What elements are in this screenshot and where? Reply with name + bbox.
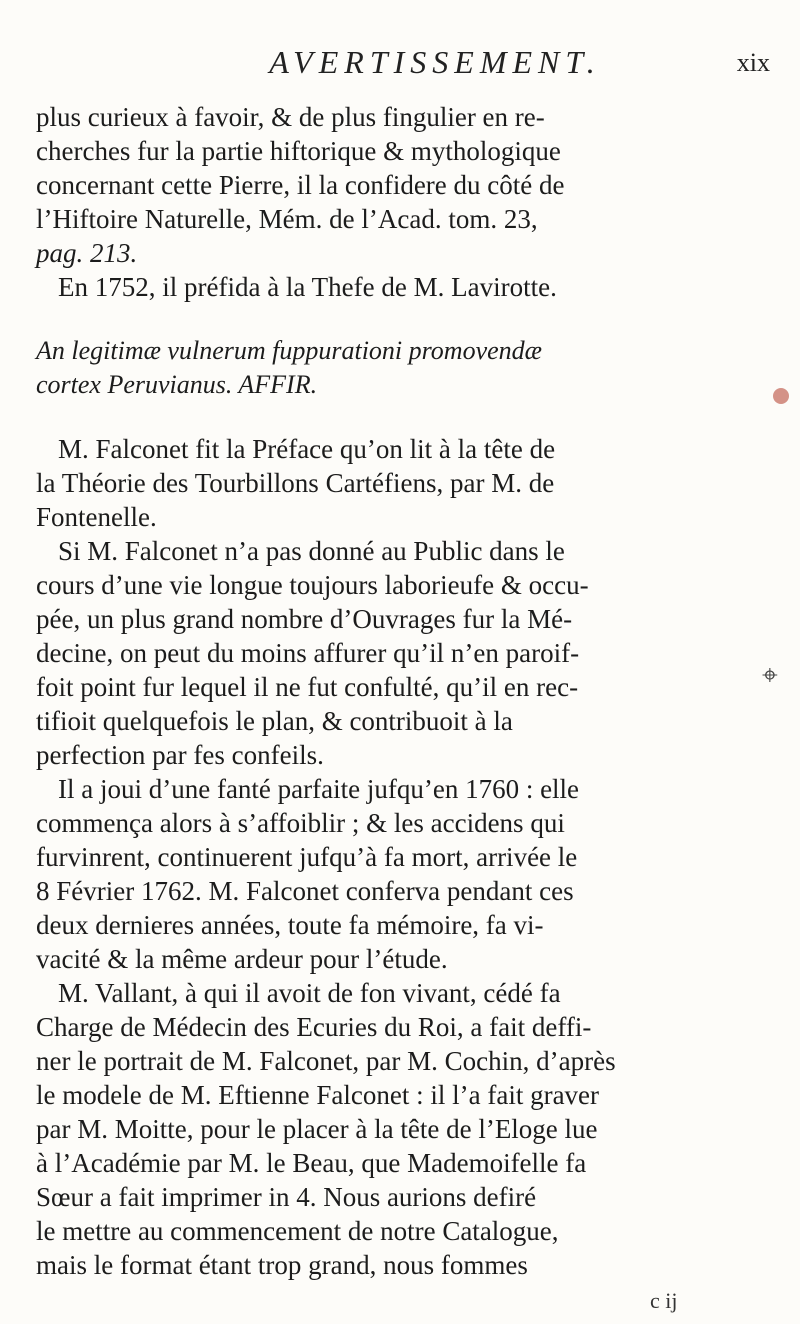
text-line: Fontenelle. [36, 502, 157, 532]
body-text [36, 100, 766, 1282]
signature-mark: c ij [650, 1288, 678, 1313]
text-line: Charge de Médecin des Ecuries du Roi, a fait deffi- [36, 1012, 592, 1042]
text-line: furvinrent, continuerent jufqu’à fa mort, arrivée le [36, 842, 578, 872]
text-line: foit point fur lequel il ne fut confulté, qu’il en rec- [36, 672, 579, 702]
text-line: Sœur a fait imprimer in 4. Nous aurions defiré [36, 1182, 537, 1212]
text-line: pag. 213. [36, 238, 138, 268]
text-line: M. Vallant, à qui il avoit de fon vivant, cédé fa [58, 978, 561, 1008]
page-number: xix [736, 48, 770, 77]
thesis-title: An legitimæ vulnerum fuppurationi promovendæ [36, 336, 542, 365]
text-line: plus curieux à favoir, & de plus fingulier en re- [36, 102, 545, 132]
running-title: AVERTISSEMENT. [269, 44, 601, 80]
text-line: cherches fur la partie hiftorique & mythologique [36, 136, 561, 166]
text-line: à l’Académie par M. le Beau, que Mademoifelle fa [36, 1148, 587, 1178]
text-line: cours d’une vie longue toujours laborieufe & occu- [36, 570, 589, 600]
text-line: concernant cette Pierre, il la confidere du côté de [36, 170, 565, 200]
thesis-title: cortex Peruvianus. AFFIR. [36, 370, 318, 399]
text-line: Il a joui d’une fanté parfaite jufqu’en 1760 : elle [58, 774, 580, 804]
text-line: vacité & la même ardeur pour l’étude. [36, 944, 448, 974]
text-line: decine, on peut du moins affurer qu’il n’en paroif- [36, 638, 580, 668]
text-line: le modele de M. Eftienne Falconet : il l’a fait graver [36, 1080, 600, 1110]
text-line: pée, un plus grand nombre d’Ouvrages fur la Mé- [36, 604, 573, 634]
text-line: ner le portrait de M. Falconet, par M. Cochin, d’après [36, 1046, 616, 1076]
text-line: perfection par fes confeils. [36, 740, 324, 770]
running-head [90, 44, 780, 84]
text-line: commença alors à s’affoiblir ; & les accidens qui [36, 808, 565, 838]
text-line: mais le format étant trop grand, nous fommes [36, 1250, 528, 1280]
text-line: M. Falconet fit la Préface qu’on lit à la tête de [58, 434, 556, 464]
text-line: deux dernieres années, toute fa mémoire, fa vi- [36, 910, 544, 940]
text-line: En 1752, il préfida à la Thefe de M. Lavirotte. [58, 272, 557, 302]
text-line: par M. Moitte, pour le placer à la tête de l’Eloge lue [36, 1114, 598, 1144]
text-line: le mettre au commencement de notre Catalogue, [36, 1216, 559, 1246]
text-line: l’Hiftoire Naturelle, Mém. de l’Acad. tom. 23, [36, 204, 538, 234]
margin-mark-icon: ⌖ [762, 660, 778, 691]
text-line: tifioit quelquefois le plan, & contribuoit à la [36, 706, 513, 736]
text-line: 8 Février 1762. M. Falconet conferva pendant ces [36, 876, 574, 906]
ink-smudge [773, 388, 789, 404]
text-line: Si M. Falconet n’a pas donné au Public dans le [58, 536, 565, 566]
text-line: la Théorie des Tourbillons Cartéfiens, par M. de [36, 468, 555, 498]
